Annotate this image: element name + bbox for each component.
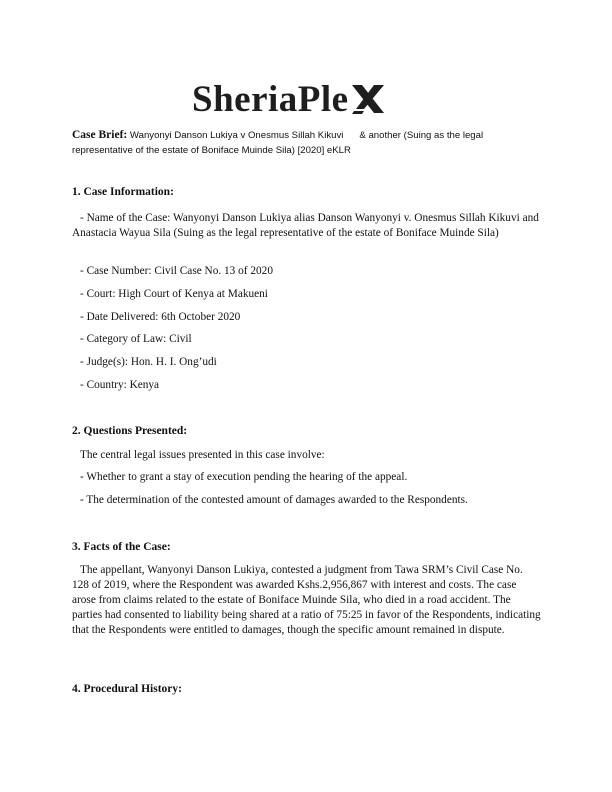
sheriaplex-logo <box>192 74 418 124</box>
section-heading-case-information: 1. Case Information: <box>72 186 174 198</box>
questions-intro: The central legal issues presented in this case involve: <box>80 449 325 461</box>
question-item: - The determination of the contested amount of damages awarded to the Respondents. <box>80 494 468 506</box>
section-heading-facts: 3. Facts of the Case: <box>72 541 171 553</box>
case-brief-title-line1: Wanyonyi Danson Lukiya v Onesmus Sillah Kikuvi & another (Suing as the legal <box>129 130 484 141</box>
case-brief-title-line2: representative of the estate of Boniface Muinde Sila) [2020] eKLR <box>72 145 351 156</box>
question-item: - Whether to grant a stay of execution pending the hearing of the appeal. <box>80 471 408 483</box>
court-item: - Court: High Court of Kenya at Makueni <box>80 288 268 300</box>
case-brief-label: Case Brief: <box>72 129 128 141</box>
category-item: - Category of Law: Civil <box>80 333 192 345</box>
country-item: - Country: Kenya <box>80 379 160 391</box>
facts-paragraph: The appellant, Wanyonyi Danson Lukiya, contested a judgment from Tawa SRM’s Civil Case No. 128 of 2019, where the Respondent was awarded Kshs.2,956,867 with interest and costs. The case arose from claims related to the estate of Boniface Muinde Sila, who died in a road accident. The parties had consented to liability being shared at a ratio of 75:25 in favor of the Respondents, indicating that the Respondents were entitled to damages, though the specific amount remained in dispute. <box>72 564 541 636</box>
case-number-item: - Case Number: Civil Case No. 13 of 2020 <box>80 265 273 277</box>
date-delivered-item: - Date Delivered: 6th October 2020 <box>80 311 241 323</box>
logo-text: SheriaPle <box>192 78 349 120</box>
section-heading-questions-presented: 2. Questions Presented: <box>72 425 188 437</box>
judge-item: - Judge(s): Hon. H. I. Ong’udi <box>80 356 217 368</box>
case-brief-title <box>72 128 542 158</box>
x-logo-mark-icon <box>350 81 386 117</box>
case-name-item: - Name of the Case: Wanyonyi Danson Lukiya alias Danson Wanyonyi v. Onesmus Sillah Kikuvi and Anastacia Wayua Sila (Suing as the legal representative of the estate of Boniface Muinde Sila) <box>72 212 539 239</box>
section-heading-procedural-history: 4. Procedural History: <box>72 683 182 695</box>
